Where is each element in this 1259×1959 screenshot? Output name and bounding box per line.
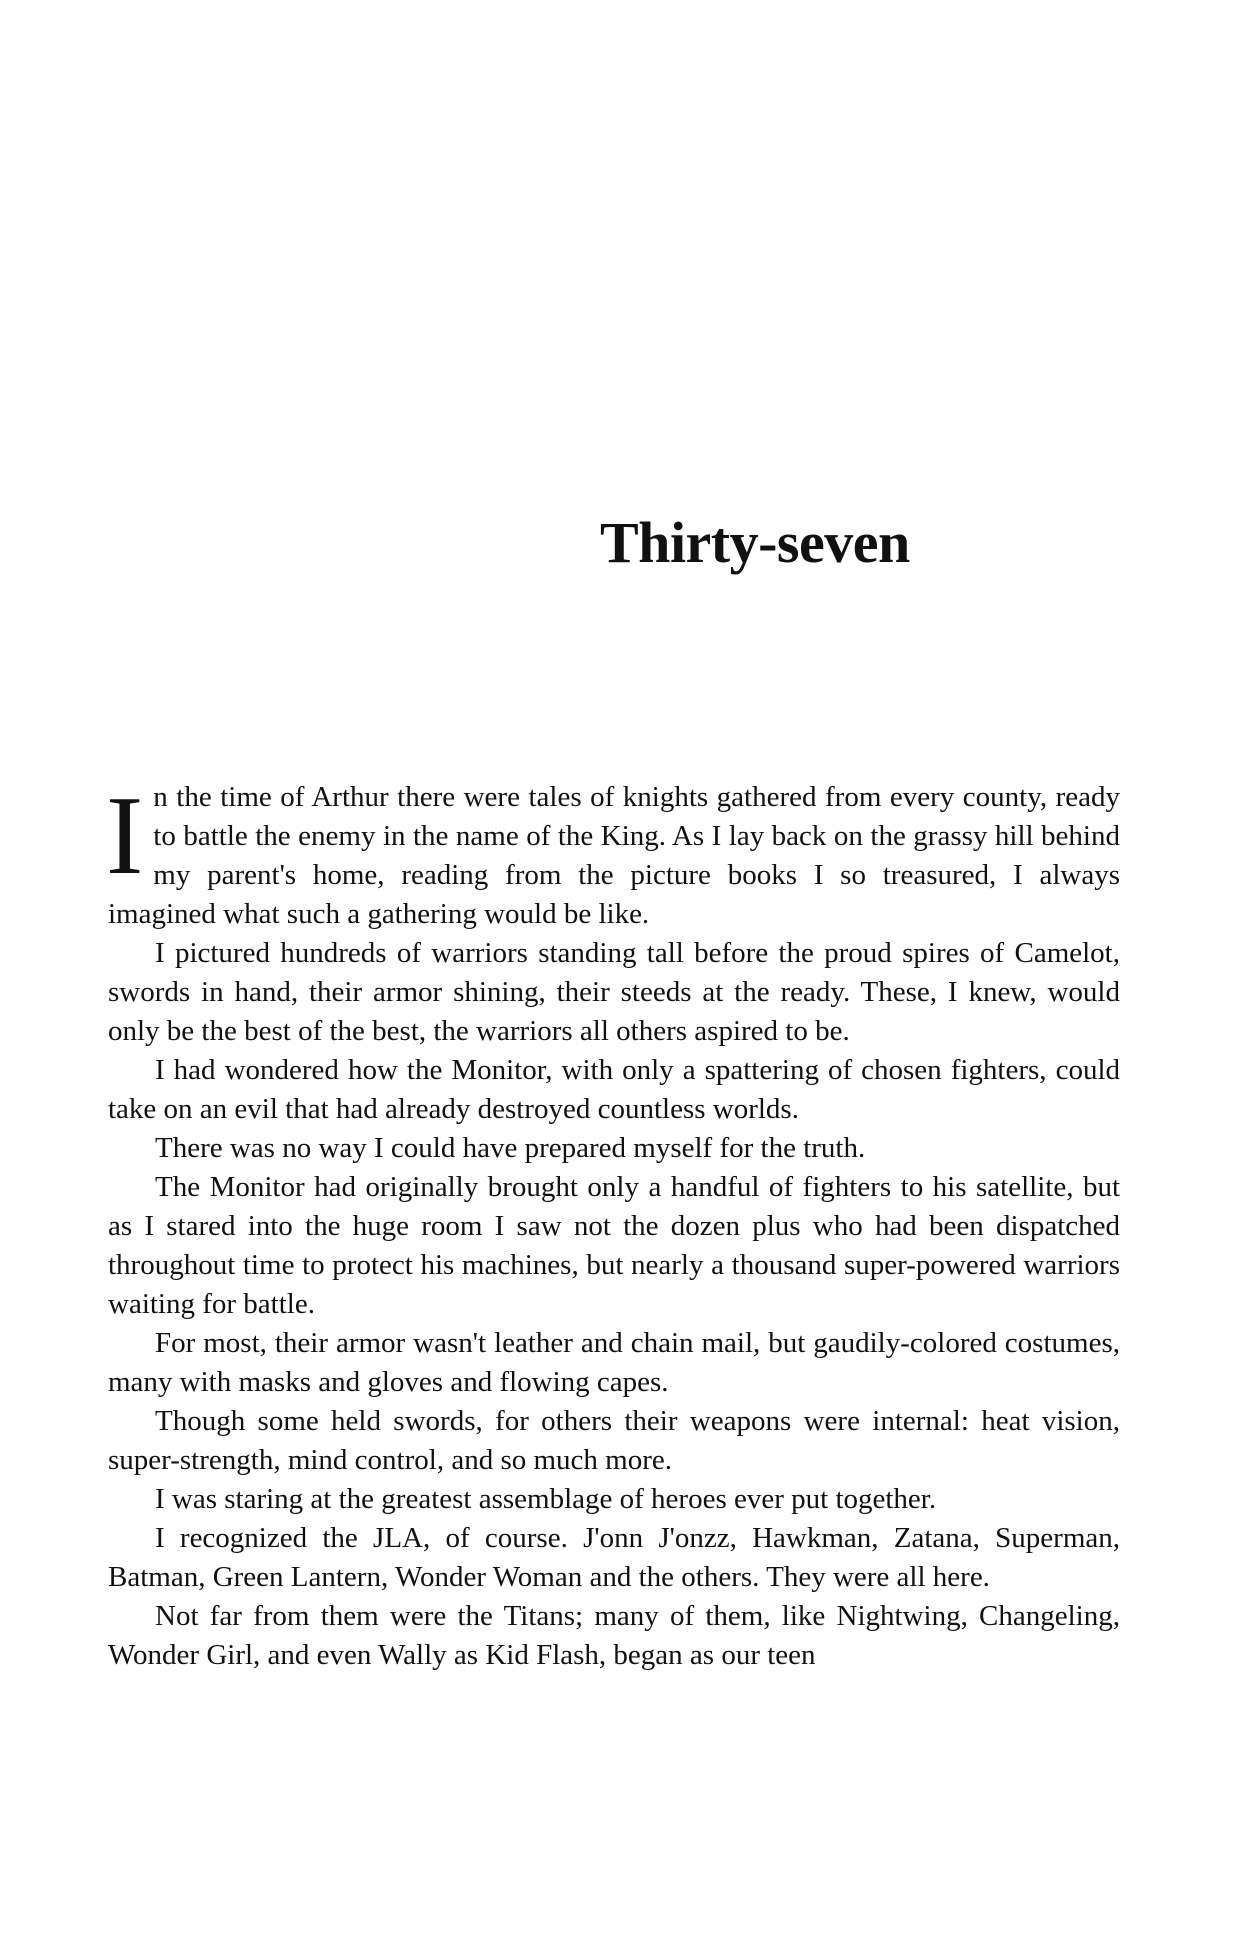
chapter-title: Thirty-seven [600, 510, 910, 575]
paragraph-opening [106, 774, 1120, 934]
paragraph: Not far from them were the Titans; many of them, like Nightwing, Changeling, Wonder Girl, and even Wally as Kid Flash, began as our teen [108, 1600, 1120, 1671]
paragraph: I recognized the JLA, of course. J'onn J'onzz, Hawkman, Zatana, Superman, Batman, Green Lantern, Wonder Woman and the others. They were all here. [108, 1522, 1120, 1593]
paragraph: For most, their armor wasn't leather and chain mail, but gaudily-colored costumes, many with masks and gloves and flowing capes. [108, 1327, 1120, 1398]
paragraph: I was staring at the greatest assemblage of heroes ever put together. [155, 1483, 937, 1515]
paragraph: The Monitor had originally brought only a handful of fighters to his satellite, but as I stared into the huge room I saw not the dozen plus who had been dispatched throughout time to protect his machines, but nearly a thousand super-powered warriors waiting for battle. [108, 1171, 1120, 1320]
drop-cap: I [106, 774, 144, 898]
paragraph: There was no way I could have prepared myself for the truth. [155, 1132, 866, 1164]
chapter-body [106, 774, 1120, 1675]
paragraph: Though some held swords, for others their weapons were internal: heat vision, super-strength, mind control, and so much more. [108, 1405, 1120, 1476]
paragraph-opening-text: n the time of Arthur there were tales of knights gathered from every county, ready to battle the enemy in the name of the King. As I lay back on the grassy hill behind my parent's home, reading from the picture books I so treasured, I always imagined what such a gathering would be like. [108, 781, 1120, 930]
paragraph: I pictured hundreds of warriors standing tall before the proud spires of Camelot, swords in hand, their armor shining, their steeds at the ready. These, I knew, would only be the best of the best, the warriors all others aspired to be. [108, 937, 1120, 1047]
paragraph: I had wondered how the Monitor, with only a spattering of chosen fighters, could take on an evil that had already destroyed countless worlds. [108, 1054, 1120, 1125]
